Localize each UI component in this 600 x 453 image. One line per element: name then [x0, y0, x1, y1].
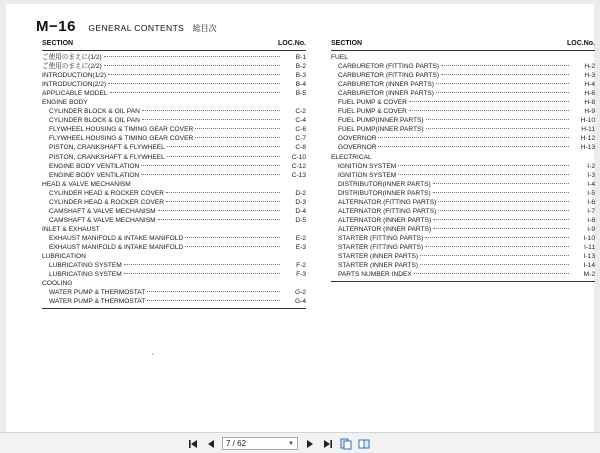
contents-entry[interactable] — [42, 216, 306, 225]
entry-label: DISTRIBUTOR(INNER PARTS) — [338, 189, 431, 197]
entry-label: FLYWHEEL HOUSING & TIMING GEAR COVER — [49, 135, 194, 143]
contents-entry[interactable] — [331, 107, 595, 116]
contents-entry[interactable] — [331, 171, 595, 180]
contents-entry[interactable] — [42, 261, 306, 270]
contents-entry[interactable] — [42, 134, 306, 143]
entry-location: I-7 — [587, 207, 595, 215]
section-group-heading: ENGINE BODY — [42, 99, 88, 107]
dot-leader — [378, 146, 569, 147]
contents-entry[interactable] — [331, 270, 595, 279]
entry-location: I-9 — [587, 225, 595, 233]
entry-location: C-4 — [295, 117, 306, 125]
contents-entry[interactable] — [42, 107, 306, 116]
entry-location: H-2 — [584, 63, 595, 71]
contents-column-left — [42, 40, 306, 309]
entry-location: I-4 — [587, 180, 595, 188]
entry-label: INTRODUCTION(2/2) — [42, 81, 107, 89]
entry-label: ALTERNATOR (FITTING PARTS) — [338, 207, 437, 215]
page-title-jp: 総目次 — [192, 24, 217, 33]
dot-leader — [433, 192, 569, 193]
section-group-heading: HEAD & VALVE MECHANISM — [42, 180, 131, 188]
entry-location: I-3 — [587, 171, 595, 179]
entry-label: FLYWHEEL HOUSING & TIMING GEAR COVER — [49, 126, 194, 134]
dot-leader — [433, 228, 569, 229]
entry-location: D-2 — [295, 189, 306, 197]
entry-location: B-5 — [295, 90, 306, 98]
dot-leader — [108, 83, 280, 84]
entry-location: G-2 — [295, 289, 306, 297]
dot-leader — [436, 83, 569, 84]
dot-leader — [142, 119, 280, 120]
dot-leader — [425, 237, 569, 238]
column-footer-rule — [331, 281, 595, 282]
dot-leader — [141, 165, 280, 166]
page-view-icon — [340, 438, 352, 450]
dot-leader — [142, 110, 280, 111]
entry-location: E-3 — [295, 243, 306, 251]
entry-location: H-3 — [584, 72, 595, 80]
entry-location: C-10 — [291, 153, 306, 161]
contents-entry[interactable] — [42, 198, 306, 207]
entry-label: CYLINDER BLOCK & OIL PAN — [49, 117, 140, 125]
previous-page-icon — [206, 439, 216, 449]
contents-entry[interactable] — [331, 116, 595, 125]
entry-location: I-8 — [587, 216, 595, 224]
contents-entry[interactable] — [331, 207, 595, 216]
contents-entry[interactable] — [42, 162, 306, 171]
entry-location: I-5 — [587, 189, 595, 197]
dot-leader — [409, 110, 569, 111]
entry-location: F-2 — [296, 262, 306, 270]
contents-entry[interactable] — [42, 270, 306, 279]
contents-list — [331, 53, 595, 279]
contents-entry[interactable] — [331, 80, 595, 89]
page-title: GENERAL CONTENTS — [88, 23, 185, 33]
dot-leader — [108, 74, 280, 75]
document-page — [6, 4, 594, 432]
section-group-heading: INLET & EXHAUST — [42, 225, 100, 233]
entry-label: STARTER (FITTING PARTS) — [338, 243, 424, 251]
entry-location: B-1 — [295, 54, 306, 61]
contents-entry[interactable] — [42, 143, 306, 152]
entry-label: CARBURETOR (INNER PARTS) — [338, 81, 434, 89]
dot-leader — [166, 201, 280, 202]
contents-entry[interactable] — [331, 143, 595, 152]
entry-location: I-14 — [583, 262, 595, 270]
entry-location: C-8 — [295, 144, 306, 152]
entry-label: CYLINDER HEAD & ROCKER COVER — [49, 198, 165, 206]
page-indicator: 7 / 62 — [226, 439, 247, 448]
dot-leader — [141, 174, 280, 175]
two-page-view-button[interactable] — [357, 436, 370, 451]
next-page-icon — [305, 439, 315, 449]
entry-location: H-6 — [584, 90, 595, 98]
dot-leader — [398, 165, 569, 166]
entry-label: ALTERNATOR (INNER PARTS) — [338, 216, 432, 224]
entry-location: H-9 — [584, 108, 595, 116]
dot-leader — [438, 201, 569, 202]
dot-leader — [433, 219, 569, 220]
dot-leader — [414, 273, 569, 274]
section-heading: SECTION — [42, 40, 74, 47]
entry-label: PISTON, CRANKSHAFT & FLYWHEEL — [49, 144, 165, 152]
last-page-icon — [323, 439, 333, 449]
dropdown-arrow-icon: ▼ — [288, 440, 294, 447]
contents-entry[interactable] — [331, 71, 595, 80]
entry-label: EXHAUST MANIFOLD & INTAKE MANIFOLD — [49, 234, 184, 242]
contents-entry[interactable] — [331, 62, 595, 71]
entry-label: GOVERNOR — [338, 144, 377, 152]
single-page-view-button[interactable] — [339, 436, 352, 451]
entry-location: M-2 — [583, 271, 595, 279]
dot-leader — [426, 128, 569, 129]
entry-label: ALTERNATOR (FITTING PARTS) — [338, 198, 437, 206]
contents-entry[interactable] — [42, 62, 306, 71]
entry-location: I-11 — [584, 243, 595, 251]
contents-entry[interactable] — [331, 225, 595, 234]
dot-leader — [158, 219, 280, 220]
page-navigation — [186, 436, 370, 451]
entry-location: D-4 — [295, 207, 306, 215]
dot-leader — [425, 246, 569, 247]
entry-label: CARBURETOR (INNER PARTS) — [338, 90, 434, 98]
entry-label: PISTON, CRANKSHAFT & FLYWHEEL — [49, 153, 165, 161]
entry-label: LUBRICATING SYSTEM — [49, 271, 122, 279]
two-page-view-icon — [358, 438, 370, 450]
entry-label: WATER PUMP & THERMOSTAT — [49, 298, 146, 306]
entry-location: H-12 — [580, 135, 595, 143]
contents-list — [42, 53, 306, 306]
contents-entry[interactable] — [42, 297, 306, 306]
contents-entry[interactable] — [331, 180, 595, 189]
contents-entry[interactable] — [42, 80, 306, 89]
dot-leader — [195, 128, 280, 129]
dot-leader — [110, 92, 280, 93]
scan-speck — [152, 353, 154, 355]
entry-label: DISTRIBUTOR(INNER PARTS) — [338, 180, 431, 188]
contents-entry[interactable] — [331, 198, 595, 207]
contents-entry[interactable] — [331, 261, 595, 270]
entry-label: APPLICABLE MODEL — [42, 90, 108, 98]
entry-label: ご使用のまえに(1/2) — [42, 54, 102, 61]
section-group-heading: LUBRICATION — [42, 253, 86, 261]
viewer-toolbar — [0, 432, 600, 453]
dot-leader — [438, 210, 569, 211]
dot-leader — [167, 146, 280, 147]
entry-label: IGNITION SYSTEM — [338, 171, 397, 179]
entry-label: IGNITION SYSTEM — [338, 162, 397, 170]
entry-location: C-6 — [295, 126, 306, 134]
dot-leader — [436, 92, 569, 93]
contents-entry[interactable] — [331, 89, 595, 98]
entry-location: H-4 — [584, 81, 595, 89]
contents-entry[interactable] — [331, 98, 595, 107]
dot-leader — [185, 237, 280, 238]
entry-label: ご使用のまえに(2/2) — [42, 63, 102, 71]
first-page-button[interactable] — [186, 436, 199, 451]
entry-location: E-2 — [295, 234, 306, 242]
contents-entry[interactable] — [331, 234, 595, 243]
entry-label: INTRODUCTION(1/2) — [42, 72, 107, 80]
entry-label: FUEL PUMP & COVER — [338, 108, 407, 116]
entry-location: I-13 — [583, 253, 595, 261]
dot-leader — [409, 101, 569, 102]
first-page-icon — [188, 439, 198, 449]
contents-entry[interactable] — [331, 216, 595, 225]
section-group-heading: FUEL — [331, 54, 348, 61]
entry-label: EXHAUST MANIFOLD & INTAKE MANIFOLD — [49, 243, 184, 251]
dot-leader — [104, 56, 280, 57]
page-selector[interactable] — [222, 437, 298, 450]
entry-label: STARTER (INNER PARTS) — [338, 253, 419, 261]
entry-location: I-2 — [587, 162, 595, 170]
entry-label: WATER PUMP & THERMOSTAT — [49, 289, 146, 297]
page-code: M−16 — [36, 18, 76, 35]
entry-label: FUEL PUMP(INNER PARTS) — [338, 117, 424, 125]
entry-label: CAMSHAFT & VALVE MECHANISM — [49, 207, 156, 215]
entry-location: H-10 — [580, 117, 595, 125]
dot-leader — [185, 246, 280, 247]
column-footer-rule — [42, 308, 306, 309]
dot-leader — [195, 137, 280, 138]
dot-leader — [166, 192, 280, 193]
dot-leader — [433, 183, 569, 184]
dot-leader — [398, 174, 569, 175]
entry-location: C-12 — [291, 162, 306, 170]
entry-location: B-4 — [295, 81, 306, 89]
loc-heading: LOC.No. — [567, 40, 595, 47]
entry-location: C-7 — [295, 135, 306, 143]
page-header — [36, 18, 217, 36]
entry-label: ENGINE BODY VENTILATION — [49, 162, 140, 170]
contents-column-right — [331, 40, 595, 282]
entry-location: I-6 — [587, 198, 595, 206]
entry-location: H-11 — [581, 126, 595, 134]
entry-label: ALTERNATOR (INNER PARTS) — [338, 225, 432, 233]
contents-entry[interactable] — [42, 189, 306, 198]
contents-entry[interactable] — [42, 171, 306, 180]
dot-leader — [158, 210, 280, 211]
entry-label: ENGINE BODY VENTILATION — [49, 171, 140, 179]
contents-entry[interactable] — [42, 89, 306, 98]
dot-leader — [124, 273, 280, 274]
dot-leader — [124, 264, 280, 265]
entry-location: H-13 — [580, 144, 595, 152]
entry-location: C-2 — [295, 108, 306, 116]
section-group-heading: COOLING — [42, 280, 73, 288]
entry-location: H-8 — [584, 99, 595, 107]
contents-entry[interactable] — [331, 162, 595, 171]
entry-label: CAMSHAFT & VALVE MECHANISM — [49, 216, 156, 224]
section-heading: SECTION — [331, 40, 363, 47]
dot-leader — [441, 74, 569, 75]
column-header — [42, 40, 306, 51]
next-page-button[interactable] — [303, 436, 316, 451]
dot-leader — [441, 65, 569, 66]
entry-label: FUEL PUMP & COVER — [338, 99, 407, 107]
entry-location: D-3 — [295, 198, 306, 206]
entry-location: B-2 — [295, 63, 306, 71]
entry-label: CARBURETOR (FITTING PARTS) — [338, 72, 440, 80]
contents-entry[interactable] — [42, 125, 306, 134]
entry-label: PARTS NUMBER INDEX — [338, 271, 412, 279]
entry-location: B-3 — [295, 72, 306, 80]
entry-location: I-10 — [583, 234, 595, 242]
loc-heading: LOC.No. — [278, 40, 306, 47]
entry-location: F-3 — [296, 271, 306, 279]
entry-location: D-5 — [295, 216, 306, 224]
contents-entry[interactable] — [42, 116, 306, 125]
entry-location: G-4 — [295, 298, 306, 306]
dot-leader — [420, 264, 569, 265]
column-header — [331, 40, 595, 51]
contents-entry[interactable] — [331, 125, 595, 134]
contents-entry[interactable] — [42, 207, 306, 216]
entry-label: LUBRICATING SYSTEM — [49, 262, 122, 270]
contents-entry[interactable] — [42, 71, 306, 80]
previous-page-button[interactable] — [204, 436, 217, 451]
entry-label: STARTER (FITTING PARTS) — [338, 234, 424, 242]
dot-leader — [167, 156, 280, 157]
dot-leader — [147, 300, 280, 301]
entry-location: C-13 — [291, 171, 306, 179]
entry-label: CYLINDER BLOCK & OIL PAN — [49, 108, 140, 116]
last-page-button[interactable] — [321, 436, 334, 451]
contents-entry[interactable] — [42, 153, 306, 162]
entry-label: STARTER (INNER PARTS) — [338, 262, 419, 270]
dot-leader — [426, 119, 569, 120]
dot-leader — [104, 65, 280, 66]
contents-entry[interactable] — [331, 243, 595, 252]
section-group-heading: ELECTRICAL — [331, 153, 372, 161]
entry-label: CARBURETOR (FITTING PARTS) — [338, 63, 440, 71]
contents-entry[interactable] — [42, 53, 306, 62]
entry-label: FUEL PUMP(INNER PARTS) — [338, 126, 424, 134]
contents-entry[interactable] — [331, 252, 595, 261]
entry-label: GOVERNOR — [338, 135, 377, 143]
contents-entry[interactable] — [42, 288, 306, 297]
contents-entry[interactable] — [42, 234, 306, 243]
entry-label: CYLINDER HEAD & ROCKER COVER — [49, 189, 165, 197]
dot-leader — [420, 255, 569, 256]
dot-leader — [147, 291, 280, 292]
contents-entry[interactable] — [331, 134, 595, 143]
dot-leader — [378, 137, 569, 138]
contents-entry[interactable] — [331, 189, 595, 198]
contents-entry[interactable] — [42, 243, 306, 252]
